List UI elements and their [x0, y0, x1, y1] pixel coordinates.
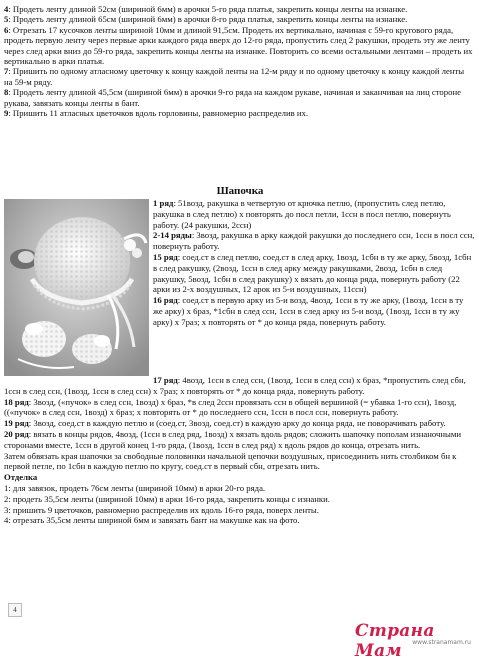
row-18: 18 ряд: 3возд, («пучок» в след ссн, 1возд) х 6раз, *в след 2ссн провязать ссн в общей вершиной (= убавка 1-го ссн), 1возд, ((«пучок» в след ссн, 1возд) х 6раз; х повторять от * до последнего ссн, 1ссн в посл ссн, повернуть работу. — [4, 396, 457, 418]
finish-item-4: 4: отрезать 35,5см ленты шириной 6мм и завязать бант на макушке как на фото. — [4, 515, 300, 526]
hat-rows-full-width — [4, 375, 474, 526]
row-2-14: 2-14 ряды: 3возд, ракушка в арку каждой ракушки до последнего ссн, 1ссн в посл ссн, повернуть работу. — [153, 230, 475, 252]
site-logo — [355, 621, 473, 661]
finish-item-2: 2: продеть 35,5см ленты (шириной 10мм) в арки 16-го ряда, закрепить концы с изнанки. — [4, 493, 330, 504]
row-20: 20 ряд: вязать в концы рядов, 4возд, (1ссн в след ряд, 1возд) х вязать вдоль рядов; сложить шапочку пополам изнаночными сторонами вместе, 1ссн в другой конец 1-го ряда, (1возд, 1ссн в след ряд) х вдоль рядов до конца, отрезать нить. — [4, 428, 461, 450]
hat-rows-column — [153, 198, 475, 328]
row-19: 19 ряд: 3возд, соед.ст в каждую петлю и (соед.ст, 3возд, соед.ст) в каждую арку до конца ряда, не поворачивать работу. — [4, 418, 446, 429]
finish-title: Отделка — [4, 472, 38, 483]
row-16: 16 ряд: соед.ст в первую арку из 5-и возд, 4возд, 1ссн в ту же арку, (1возд, 1ссн в ту же арку) х 6раз, *1сбн в след ссн, 1ссн в след арку из 5-и возд, (1возд, 1ссн в ту жу арку) х 7раз; х повторять от * до конца ряда, повернуть работу. — [153, 295, 464, 327]
paragraph-7: 7: Пришить по одному атласному цветочку к концу каждой ленты на 12-м ряду и по одному цветочку к концу каждой ленты на 59-м ряду. — [4, 66, 465, 87]
paragraph-5: 5: Продеть ленту длиной 65см (шириной 6мм) в арочки 8-го ряда платья, закрепить концы ленты на изнанке. — [4, 14, 408, 25]
paragraph-8: 8: Продеть ленту длиной 45,5см (шириной 6мм) в арочки 9-го ряда на каждом рукаве, начиная и заканчивая на лиц стороне рукава, завязать концы ленты в бант. — [4, 87, 461, 108]
hat-photo — [4, 199, 149, 376]
row-17: 17 ряд: 4возд, 1ссн в след ссн, (1возд, 1ссн в след ссн) х 6раз, *пропустить след сбн, 1ссн в след ссн, (1возд, 1ссн в след ссн) х 7раз; х повторять от * до конца ряда, повернуть работу. — [4, 375, 466, 396]
crochet-hat-image — [4, 199, 149, 376]
paragraph-6: 6: Отрезать 17 кусочков ленты шириной 10мм и длиной 91,5см. Продеть их вертикально, начиная с 59-го кругового ряда, продеть первую ленту через первые арки каждого ряда вверх до 12-го ряда, пропустить след 2 ракушки, продеть эту же ленту через след арки вниз до 59-го ряда, закрепить концы ленты на изнанке. Повторить со всеми остальными лентами – продеть их вертикально в арки платья. — [4, 24, 473, 67]
page-number: 4 — [8, 603, 22, 617]
logo-text: Страна Мам — [355, 621, 435, 661]
logo-url: www.stranamam.ru — [412, 639, 471, 646]
section-title: Шапочка — [216, 185, 264, 197]
dress-instructions — [4, 4, 474, 118]
paragraph-4: 4: Продеть ленту длиной 52см (шириной 6мм) в арочки 5-го ряда платья, закрепить концы ленты на изнанке. — [4, 4, 408, 14]
finish-item-1: 1: для завязок, продеть 76см ленты (шириной 10мм) в арки 20-го ряда. — [4, 482, 266, 493]
finish-item-3: 3: пришить 9 цветочков, равномерно распределив их вдоль 16-го ряда, поверх ленты. — [4, 504, 319, 515]
row-1: 1 ряд: 51возд, ракушка в четвертую от крючка петлю, (пропустить след петлю, ракушка в след петлю) х повторять до посл петли, 1ссн в посл петлю, повернуть работу. (24 ракушки, 2ссн) — [153, 198, 451, 230]
edging-paragraph: Затем обвязать края шапочки за свободные половинки начальной цепочки воздушных, присоединить нить столбиком бн к первой петле, по 1сбн в каждую петлю по кругу, соед.ст в первый сбн, отрезать нить. — [4, 450, 457, 472]
row-15: 15 ряд: соед.ст в след петлю, соед.ст в след арку, 1возд, 1сбн в ту же арку, 5возд, 1сбн в след ракушку, (2возд, 1ссн в след арку между ракушками, 2возд, 1сбн в след ракушку, 5возд, 1сбн в след ракушку) х вязать до конца ряда, повернуть работу (22 арки из 2-х воздушных, 12 арок из 5-и воздушных, 11ссн) — [153, 251, 472, 295]
paragraph-9: 9: Пришить 11 атласных цветочков вдоль горловины, равномерно распределив их. — [4, 108, 309, 119]
